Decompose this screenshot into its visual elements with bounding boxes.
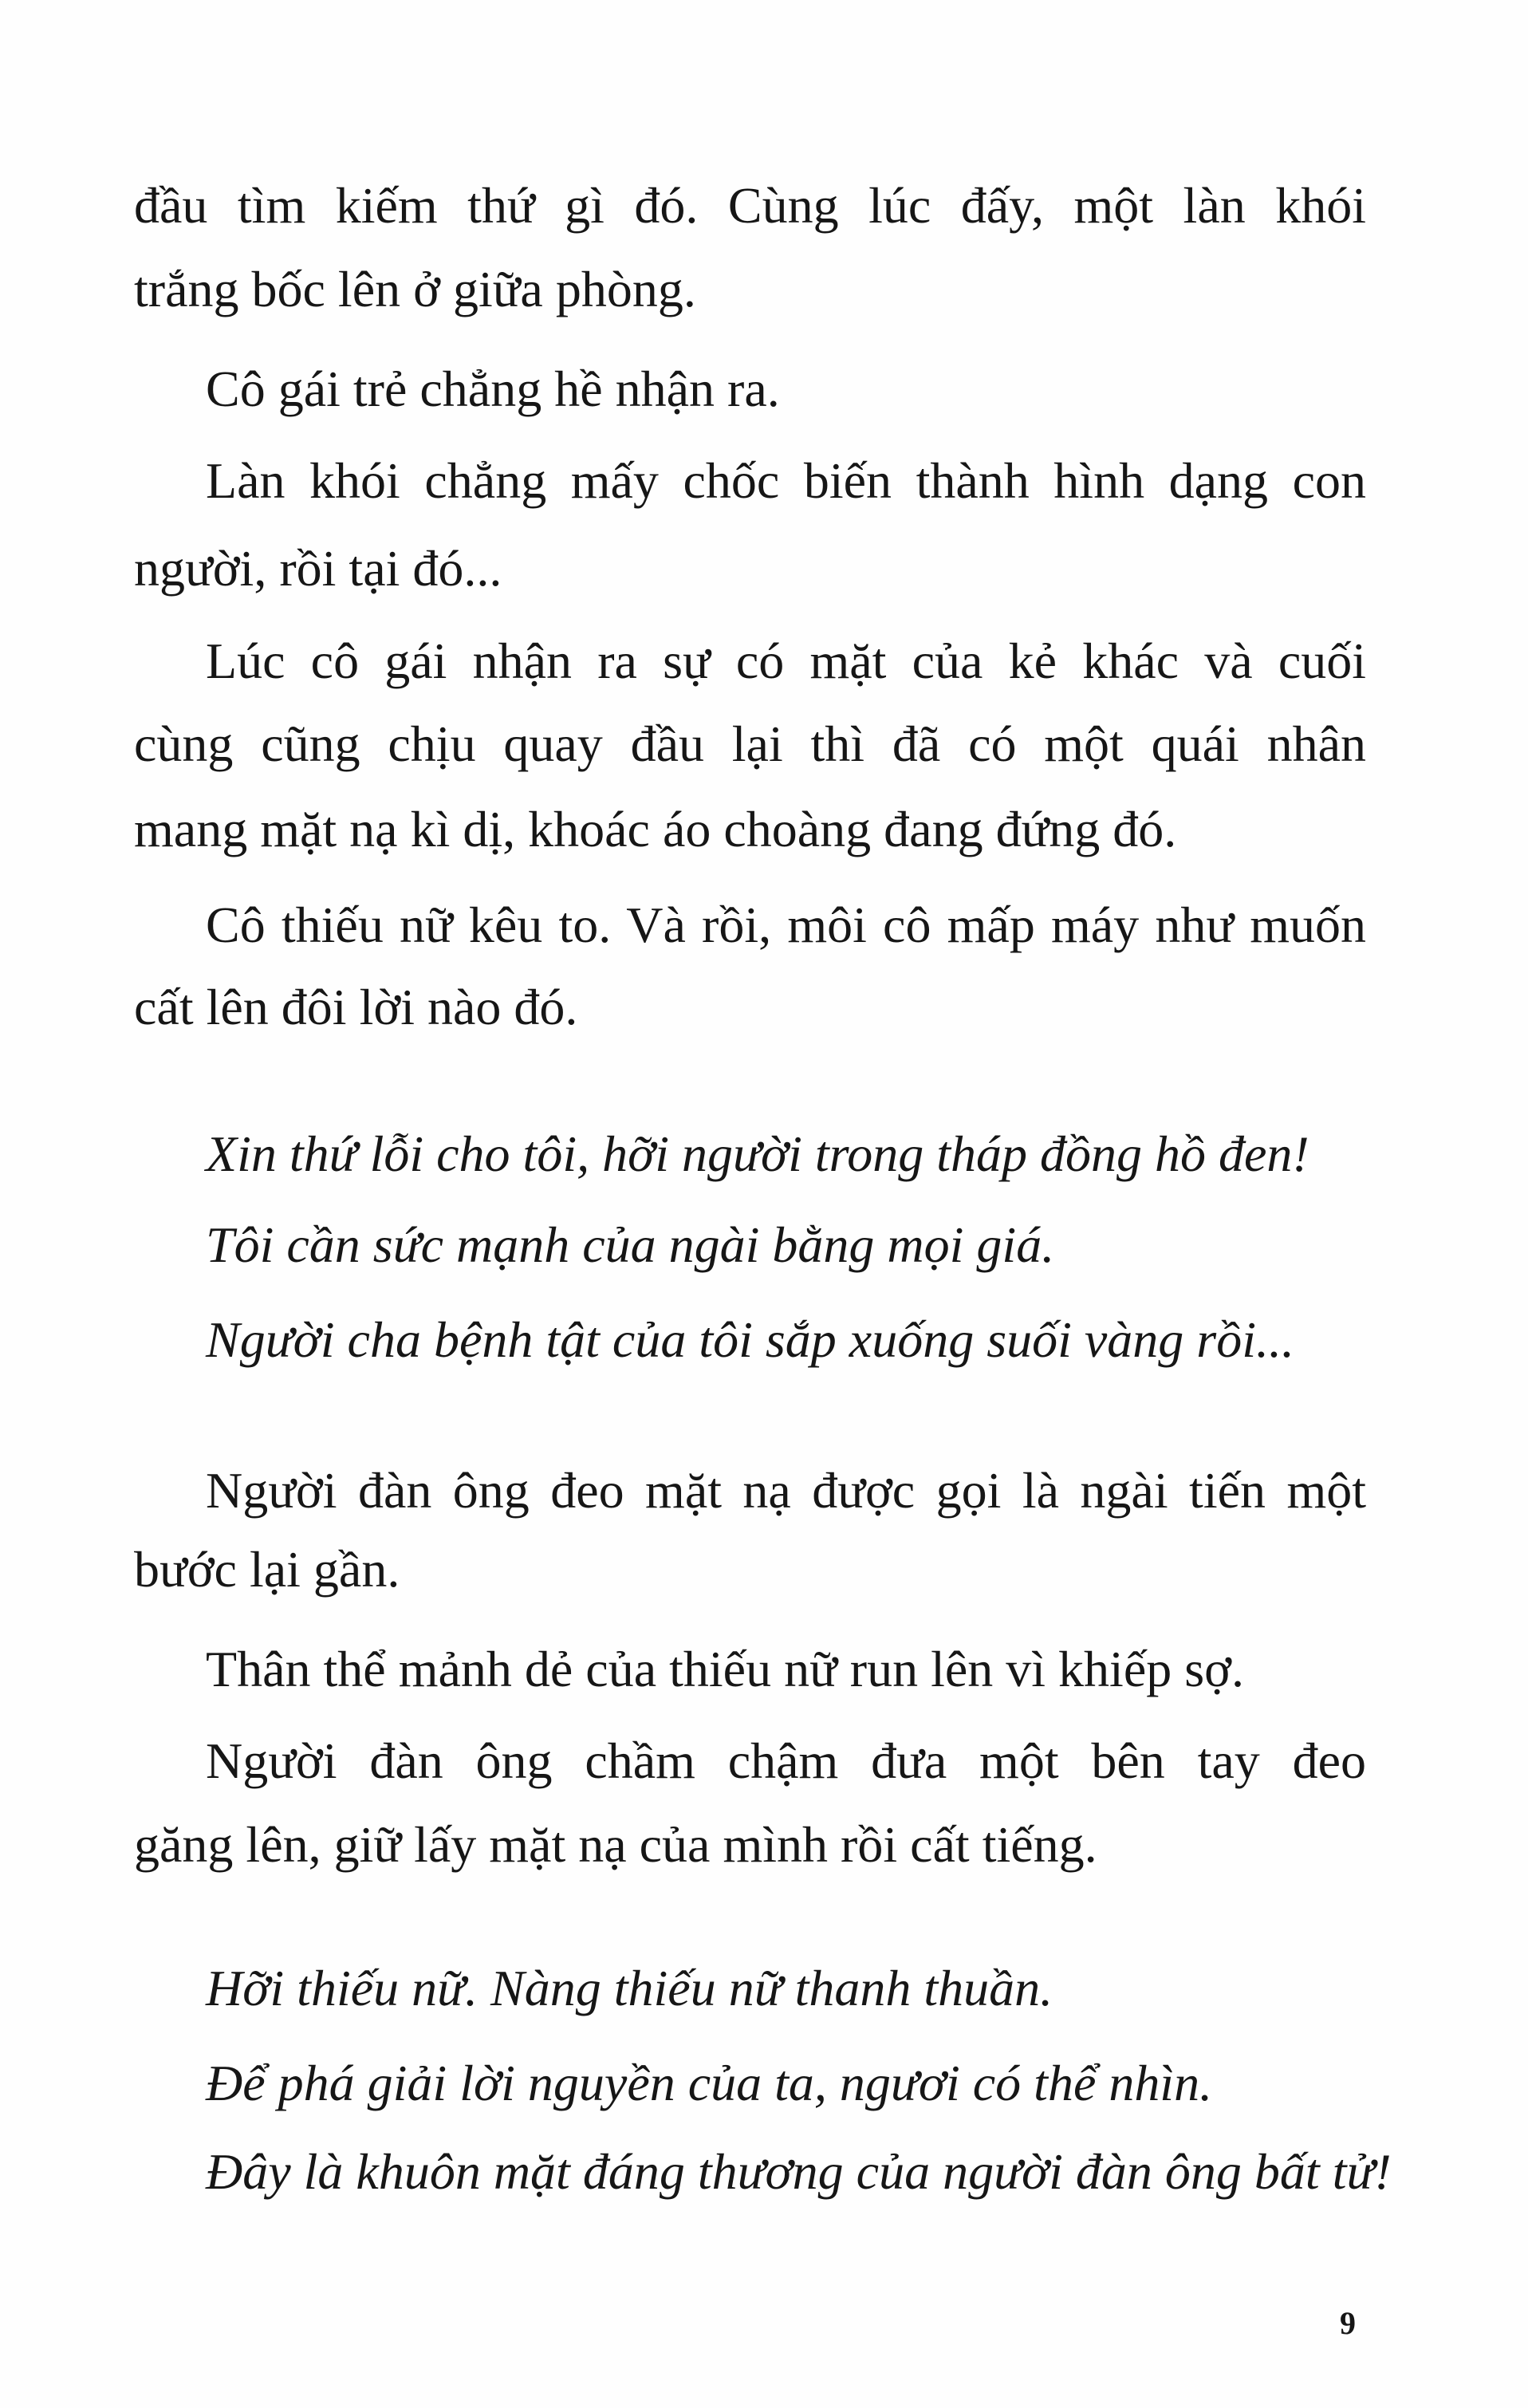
verse-line: Hỡi thiếu nữ. Nàng thiếu nữ thanh thuần. bbox=[206, 1960, 1053, 2016]
verse-line: Xin thứ lỗi cho tôi, hỡi người trong tháp đồng hồ đen! bbox=[206, 1125, 1309, 1182]
text-line: Cô thiếu nữ kêu to. Và rồi, môi cô mấp máy như muốn bbox=[206, 897, 1366, 953]
verse-line: Để phá giải lời nguyền của ta, ngươi có thể nhìn. bbox=[206, 2055, 1213, 2111]
text-line: Cô gái trẻ chẳng hề nhận ra. bbox=[206, 361, 780, 417]
page-number: 9 bbox=[1340, 2305, 1356, 2341]
verse-line: Người cha bệnh tật của tôi sắp xuống suối vàng rồi... bbox=[206, 1311, 1294, 1368]
text-line: Thân thể mảnh dẻ của thiếu nữ run lên vì khiếp sợ. bbox=[206, 1641, 1244, 1697]
text-line: bước lại gần. bbox=[134, 1541, 400, 1598]
text-line: Người đàn ông đeo mặt nạ được gọi là ngài tiến một bbox=[206, 1462, 1366, 1519]
text-line: mang mặt nạ kì dị, khoác áo choàng đang đứng đó. bbox=[134, 801, 1177, 857]
text-line: người, rồi tại đó... bbox=[134, 540, 502, 597]
verse-line: Đây là khuôn mặt đáng thương của người đàn ông bất tử! bbox=[206, 2143, 1392, 2200]
text-line: cất lên đôi lời nào đó. bbox=[134, 979, 578, 1035]
text-line: Người đàn ông chầm chậm đưa một bên tay đeo bbox=[206, 1732, 1366, 1789]
text-line: Lúc cô gái nhận ra sự có mặt của kẻ khác và cuối bbox=[206, 633, 1366, 689]
text-line: găng lên, giữ lấy mặt nạ của mình rồi cất tiếng. bbox=[134, 1816, 1097, 1873]
verse-line: Tôi cần sức mạnh của ngài bằng mọi giá. bbox=[206, 1216, 1055, 1273]
text-line: đầu tìm kiếm thứ gì đó. Cùng lúc đấy, một làn khói bbox=[134, 177, 1366, 234]
text-line: cùng cũng chịu quay đầu lại thì đã có một quái nhân bbox=[134, 715, 1366, 772]
text-line: trắng bốc lên ở giữa phòng. bbox=[134, 261, 696, 317]
text-line: Làn khói chẳng mấy chốc biến thành hình dạng con bbox=[206, 452, 1366, 509]
